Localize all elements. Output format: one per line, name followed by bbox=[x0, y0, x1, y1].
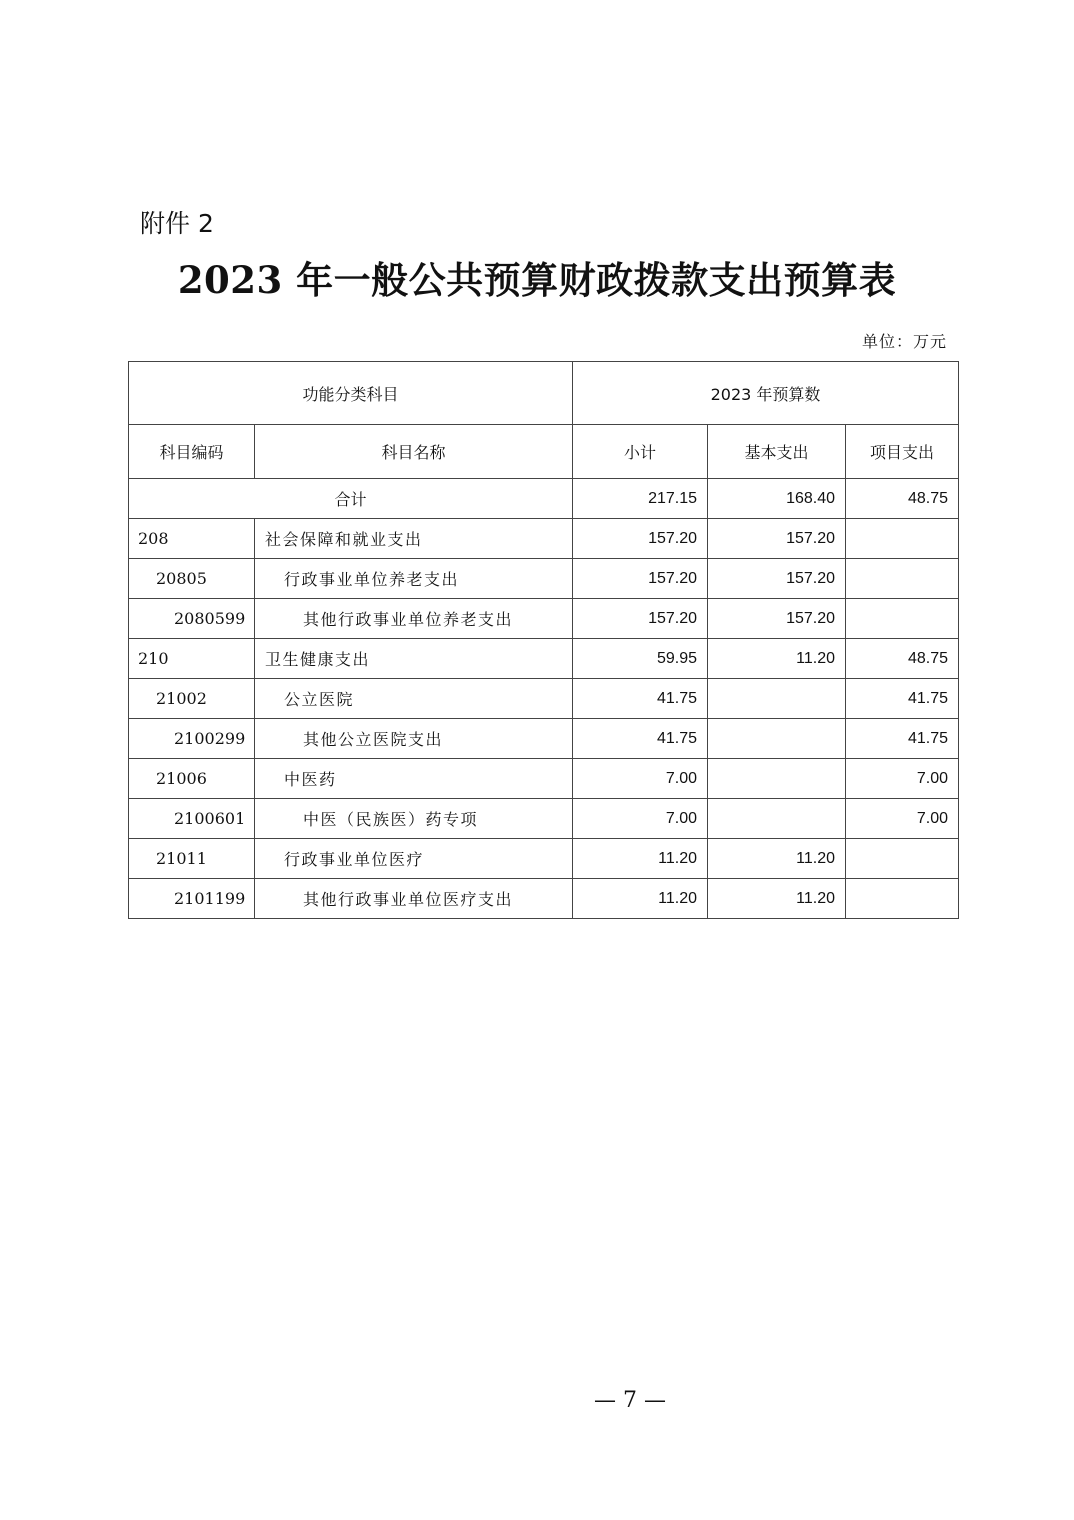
row-project: 7.00 bbox=[846, 799, 959, 839]
row-basic: 157.20 bbox=[708, 519, 846, 559]
row-basic: 11.20 bbox=[708, 639, 846, 679]
row-basic bbox=[708, 759, 846, 799]
row-code: 2080599 bbox=[129, 599, 255, 639]
row-project: 41.75 bbox=[846, 679, 959, 719]
row-project bbox=[846, 879, 959, 919]
row-name: 其他公立医院支出 bbox=[255, 719, 573, 759]
table-row bbox=[129, 599, 959, 639]
row-name: 卫生健康支出 bbox=[255, 639, 573, 679]
row-basic bbox=[708, 719, 846, 759]
row-subtotal: 157.20 bbox=[573, 519, 708, 559]
row-project bbox=[846, 839, 959, 879]
table-row bbox=[129, 519, 959, 559]
row-project bbox=[846, 599, 959, 639]
table-row bbox=[129, 679, 959, 719]
table-header-sub bbox=[129, 425, 959, 479]
table-row bbox=[129, 759, 959, 799]
budget-table bbox=[128, 361, 959, 919]
row-basic: 157.20 bbox=[708, 599, 846, 639]
total-basic: 168.40 bbox=[708, 479, 846, 519]
row-basic: 11.20 bbox=[708, 839, 846, 879]
total-row bbox=[129, 479, 959, 519]
row-code: 2100299 bbox=[129, 719, 255, 759]
row-code: 21006 bbox=[129, 759, 255, 799]
header-subtotal: 小计 bbox=[573, 425, 708, 479]
row-name: 中医（民族医）药专项 bbox=[255, 799, 573, 839]
row-code: 208 bbox=[129, 519, 255, 559]
row-code: 2101199 bbox=[129, 879, 255, 919]
row-project bbox=[846, 559, 959, 599]
row-subtotal: 41.75 bbox=[573, 679, 708, 719]
row-code: 210 bbox=[129, 639, 255, 679]
row-name: 其他行政事业单位养老支出 bbox=[255, 599, 573, 639]
row-name: 其他行政事业单位医疗支出 bbox=[255, 879, 573, 919]
row-project: 41.75 bbox=[846, 719, 959, 759]
row-code: 20805 bbox=[129, 559, 255, 599]
header-name: 科目名称 bbox=[255, 425, 573, 479]
row-subtotal: 11.20 bbox=[573, 879, 708, 919]
row-name: 社会保障和就业支出 bbox=[255, 519, 573, 559]
page-title: 2023 年一般公共预算财政拨款支出预算表 bbox=[177, 258, 897, 302]
table-row bbox=[129, 879, 959, 919]
row-project bbox=[846, 519, 959, 559]
unit-label: 单位：万元 bbox=[861, 332, 947, 351]
total-subtotal: 217.15 bbox=[573, 479, 708, 519]
row-code: 21011 bbox=[129, 839, 255, 879]
header-basic: 基本支出 bbox=[708, 425, 846, 479]
table-row bbox=[129, 559, 959, 599]
row-code: 21002 bbox=[129, 679, 255, 719]
table-row bbox=[129, 719, 959, 759]
row-name: 行政事业单位医疗 bbox=[255, 839, 573, 879]
total-label: 合计 bbox=[129, 479, 573, 519]
table-header-top bbox=[129, 362, 959, 425]
header-code: 科目编码 bbox=[129, 425, 255, 479]
row-basic: 11.20 bbox=[708, 879, 846, 919]
row-project: 7.00 bbox=[846, 759, 959, 799]
table-row bbox=[129, 839, 959, 879]
attachment-label: 附件 2 bbox=[140, 209, 214, 238]
page-number: — 7 — bbox=[594, 1388, 666, 1413]
row-project: 48.75 bbox=[846, 639, 959, 679]
row-basic bbox=[708, 799, 846, 839]
row-code: 2100601 bbox=[129, 799, 255, 839]
row-subtotal: 41.75 bbox=[573, 719, 708, 759]
table-row bbox=[129, 799, 959, 839]
row-name: 公立医院 bbox=[255, 679, 573, 719]
row-name: 中医药 bbox=[255, 759, 573, 799]
row-name: 行政事业单位养老支出 bbox=[255, 559, 573, 599]
row-subtotal: 7.00 bbox=[573, 799, 708, 839]
row-subtotal: 157.20 bbox=[573, 599, 708, 639]
row-basic: 157.20 bbox=[708, 559, 846, 599]
header-category: 功能分类科目 bbox=[129, 362, 573, 425]
table-row bbox=[129, 639, 959, 679]
header-budget: 2023 年预算数 bbox=[573, 362, 959, 425]
row-subtotal: 59.95 bbox=[573, 639, 708, 679]
row-subtotal: 157.20 bbox=[573, 559, 708, 599]
total-project: 48.75 bbox=[846, 479, 959, 519]
header-project: 项目支出 bbox=[846, 425, 959, 479]
row-subtotal: 11.20 bbox=[573, 839, 708, 879]
row-subtotal: 7.00 bbox=[573, 759, 708, 799]
row-basic bbox=[708, 679, 846, 719]
